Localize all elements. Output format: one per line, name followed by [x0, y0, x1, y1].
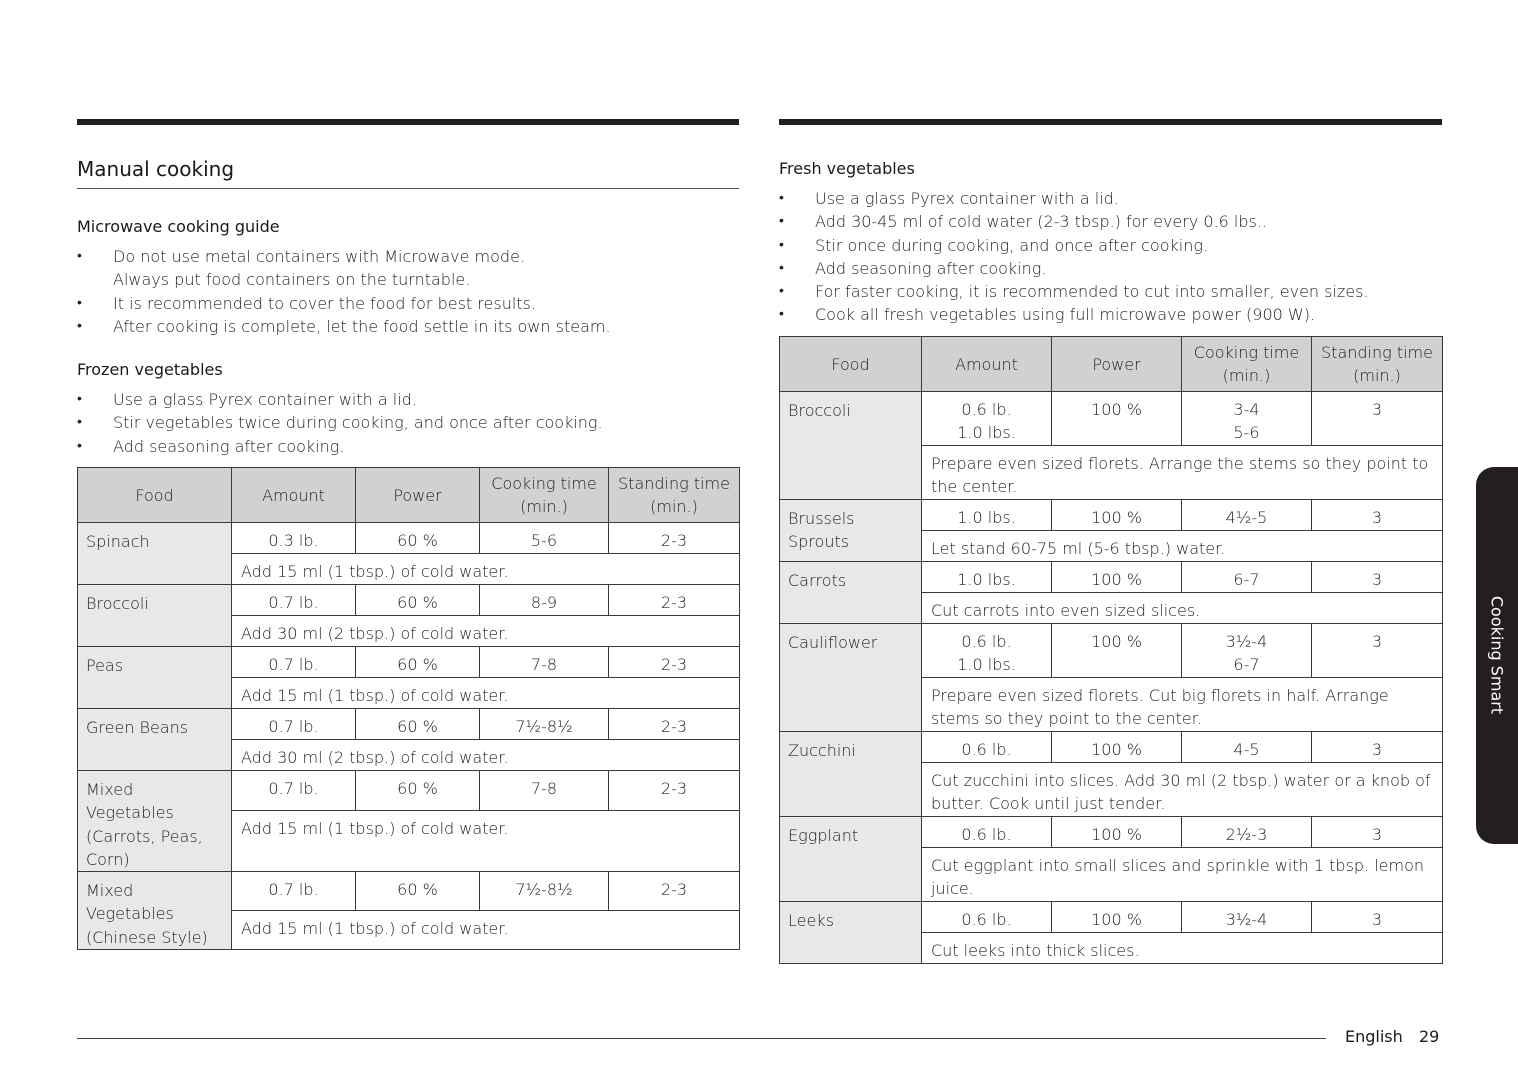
note-cell: Add 15 ml (1 tbsp.) of cold water. [232, 554, 740, 585]
footer-rule [77, 1038, 1326, 1039]
note-cell: Prepare even sized florets. Arrange the stems so they point to the center. [922, 446, 1443, 500]
food-cell: Zucchini [780, 732, 922, 817]
header-text: Standing time [618, 474, 730, 493]
header-text: (min.) [1222, 366, 1271, 385]
list-item: • After cooking is complete, let the food settle in its own steam. [77, 315, 739, 338]
standing-time-cell: 2-3 [609, 647, 740, 678]
food-cell: Cauliflower [780, 624, 922, 732]
amount-cell: 1.0 lbs. [922, 562, 1052, 593]
amount-cell: 0.6 lb. [922, 732, 1052, 763]
cooking-text: 3-4 [1233, 400, 1260, 419]
amount-text: 0.6 lb. [961, 400, 1012, 419]
amount-cell: 1.0 lbs. [922, 500, 1052, 531]
power-cell: 100 % [1052, 562, 1182, 593]
food-cell: Brussels Sprouts [780, 500, 922, 562]
top-rule-left [77, 119, 739, 125]
note-cell: Prepare even sized florets. Cut big florets in half. Arrange stems so they point to the center. [922, 678, 1443, 732]
power-cell: 60 % [356, 872, 480, 911]
food-cell: Eggplant [780, 817, 922, 902]
footer-language: English [1345, 1027, 1403, 1046]
cooking-time-cell: 7-8 [480, 771, 609, 811]
table-row [78, 647, 740, 678]
standing-time-cell: 2-3 [609, 523, 740, 554]
power-cell: 100 % [1052, 732, 1182, 763]
cooking-text: 5-6 [1233, 423, 1260, 443]
note-cell: Cut carrots into even sized slices. [922, 593, 1443, 624]
top-rule-right [779, 119, 1442, 125]
amount-cell: 0.7 lb. [232, 872, 356, 911]
list-item [77, 245, 739, 292]
list-item: • For faster cooking, it is recommended to cut into smaller, even sizes. [779, 280, 1442, 303]
header-food: Food [78, 468, 232, 523]
header-text: Cooking time [1193, 343, 1300, 362]
power-cell: 100 % [1052, 817, 1182, 848]
power-cell: 60 % [356, 523, 480, 554]
amount-cell: 0.7 lb. [232, 709, 356, 740]
food-cell: Carrots [780, 562, 922, 624]
header-food: Food [780, 337, 922, 392]
power-cell: 60 % [356, 709, 480, 740]
list-item: • Add 30-45 ml of cold water (2-3 tbsp.) for every 0.6 lbs.. [779, 210, 1442, 233]
cooking-time-cell: 8-9 [480, 585, 609, 616]
fresh-vegetables-table [779, 336, 1443, 964]
frozen-vegetables-table [77, 467, 740, 950]
header-text: (min.) [1353, 366, 1401, 385]
note-cell: Let stand 60-75 ml (5-6 tbsp.) water. [922, 531, 1443, 562]
header-text: Cooking time [491, 474, 597, 493]
note-cell: Cut eggplant into small slices and sprinkle with 1 tbsp. lemon juice. [922, 848, 1443, 902]
amount-text: 1.0 lbs. [957, 655, 1016, 675]
table-row [78, 872, 740, 911]
header-cooking-time [480, 468, 609, 523]
table-row [780, 392, 1443, 446]
fresh-vegetables-list [779, 187, 1442, 327]
header-power: Power [356, 468, 480, 523]
food-cell: Mixed Vegetables (Chinese Style) [78, 872, 232, 950]
frozen-vegetables-title: Frozen vegetables [77, 360, 223, 379]
table-row [780, 624, 1443, 678]
header-text: (min.) [520, 497, 568, 516]
note-cell: Add 30 ml (2 tbsp.) of cold water. [232, 740, 740, 771]
cooking-time-cell: 2½-3 [1182, 817, 1312, 848]
page-number: 29 [1419, 1027, 1440, 1046]
cooking-time-cell: 4-5 [1182, 732, 1312, 763]
table-row [780, 732, 1443, 763]
amount-cell: 0.3 lb. [232, 523, 356, 554]
cooking-time-cell: 3½-4 [1182, 902, 1312, 933]
table-row [78, 585, 740, 616]
standing-time-cell: 3 [1312, 817, 1443, 848]
standing-time-cell: 3 [1312, 624, 1443, 678]
cooking-time-cell: 5-6 [480, 523, 609, 554]
standing-time-cell: 3 [1312, 500, 1443, 531]
cooking-text: 6-7 [1233, 655, 1260, 675]
header-standing-time [609, 468, 740, 523]
amount-cell: 0.7 lb. [232, 647, 356, 678]
note-cell: Add 15 ml (1 tbsp.) of cold water. [232, 678, 740, 709]
food-cell: Spinach [78, 523, 232, 585]
microwave-guide-list [77, 245, 739, 338]
header-cooking-time [1182, 337, 1312, 392]
table-row [780, 562, 1443, 593]
page-title: Manual cooking [77, 157, 739, 189]
food-cell: Broccoli [780, 392, 922, 500]
note-cell: Cut zucchini into slices. Add 30 ml (2 tbsp.) water or a knob of butter. Cook until just tender. [922, 763, 1443, 817]
power-cell: 60 % [356, 771, 480, 811]
food-cell: Leeks [780, 902, 922, 964]
cooking-time-cell: 6-7 [1182, 562, 1312, 593]
standing-time-cell: 2-3 [609, 872, 740, 911]
standing-time-cell: 2-3 [609, 585, 740, 616]
table-row [780, 817, 1443, 848]
microwave-guide-title: Microwave cooking guide [77, 217, 280, 236]
cooking-time-cell [1182, 624, 1312, 678]
list-item: • Add seasoning after cooking. [77, 435, 739, 458]
amount-cell: 0.6 lb. [922, 817, 1052, 848]
standing-time-cell: 3 [1312, 902, 1443, 933]
table-row [78, 771, 740, 811]
header-power: Power [1052, 337, 1182, 392]
list-item: • Use a glass Pyrex container with a lid. [77, 388, 739, 411]
food-cell: Peas [78, 647, 232, 709]
cooking-time-cell [1182, 392, 1312, 446]
power-cell: 100 % [1052, 902, 1182, 933]
note-cell: Cut leeks into thick slices. [922, 933, 1443, 964]
header-standing-time [1312, 337, 1443, 392]
power-cell: 100 % [1052, 624, 1182, 678]
table-row [78, 523, 740, 554]
cooking-time-cell: 4½-5 [1182, 500, 1312, 531]
amount-text: 0.6 lb. [961, 632, 1012, 651]
amount-cell [922, 624, 1052, 678]
amount-cell [922, 392, 1052, 446]
amount-cell: 0.7 lb. [232, 771, 356, 811]
food-cell: Broccoli [78, 585, 232, 647]
power-cell: 100 % [1052, 392, 1182, 446]
cooking-time-cell: 7-8 [480, 647, 609, 678]
bullet-text: Always put food containers on the turntable. [113, 270, 471, 290]
header-amount: Amount [232, 468, 356, 523]
bullet-text: • Do not use metal containers with Microwave mode. [113, 247, 526, 266]
standing-time-cell: 3 [1312, 562, 1443, 593]
power-cell: 60 % [356, 647, 480, 678]
standing-time-cell: 2-3 [609, 771, 740, 811]
note-cell: Add 15 ml (1 tbsp.) of cold water. [232, 811, 740, 872]
power-cell: 100 % [1052, 500, 1182, 531]
header-text: Standing time [1321, 343, 1433, 362]
cooking-text: 3½-4 [1225, 632, 1268, 651]
amount-cell: 0.7 lb. [232, 585, 356, 616]
cooking-time-cell: 7½-8½ [480, 709, 609, 740]
amount-cell: 0.6 lb. [922, 902, 1052, 933]
list-item: • Use a glass Pyrex container with a lid. [779, 187, 1442, 210]
frozen-vegetables-list [77, 388, 739, 458]
standing-time-cell: 2-3 [609, 709, 740, 740]
list-item: • Add seasoning after cooking. [779, 257, 1442, 280]
table-header-row [780, 337, 1443, 392]
fresh-vegetables-title: Fresh vegetables [779, 159, 915, 178]
header-amount: Amount [922, 337, 1052, 392]
power-cell: 60 % [356, 585, 480, 616]
food-cell: Mixed Vegetables (Carrots, Peas, Corn) [78, 771, 232, 872]
header-text: (min.) [650, 497, 698, 516]
side-tab-label: Cooking Smart [1487, 595, 1507, 715]
table-row [780, 500, 1443, 531]
list-item: • Stir vegetables twice during cooking, and once after cooking. [77, 411, 739, 434]
standing-time-cell: 3 [1312, 392, 1443, 446]
note-cell: Add 15 ml (1 tbsp.) of cold water. [232, 911, 740, 950]
table-row [780, 902, 1443, 933]
amount-text: 1.0 lbs. [957, 423, 1016, 443]
table-row [78, 709, 740, 740]
note-cell: Add 30 ml (2 tbsp.) of cold water. [232, 616, 740, 647]
list-item: • It is recommended to cover the food for best results. [77, 292, 739, 315]
list-item: • Stir once during cooking, and once after cooking. [779, 234, 1442, 257]
standing-time-cell: 3 [1312, 732, 1443, 763]
table-header-row [78, 468, 740, 523]
list-item: • Cook all fresh vegetables using full microwave power (900 W). [779, 303, 1442, 326]
cooking-time-cell: 7½-8½ [480, 872, 609, 911]
food-cell: Green Beans [78, 709, 232, 771]
